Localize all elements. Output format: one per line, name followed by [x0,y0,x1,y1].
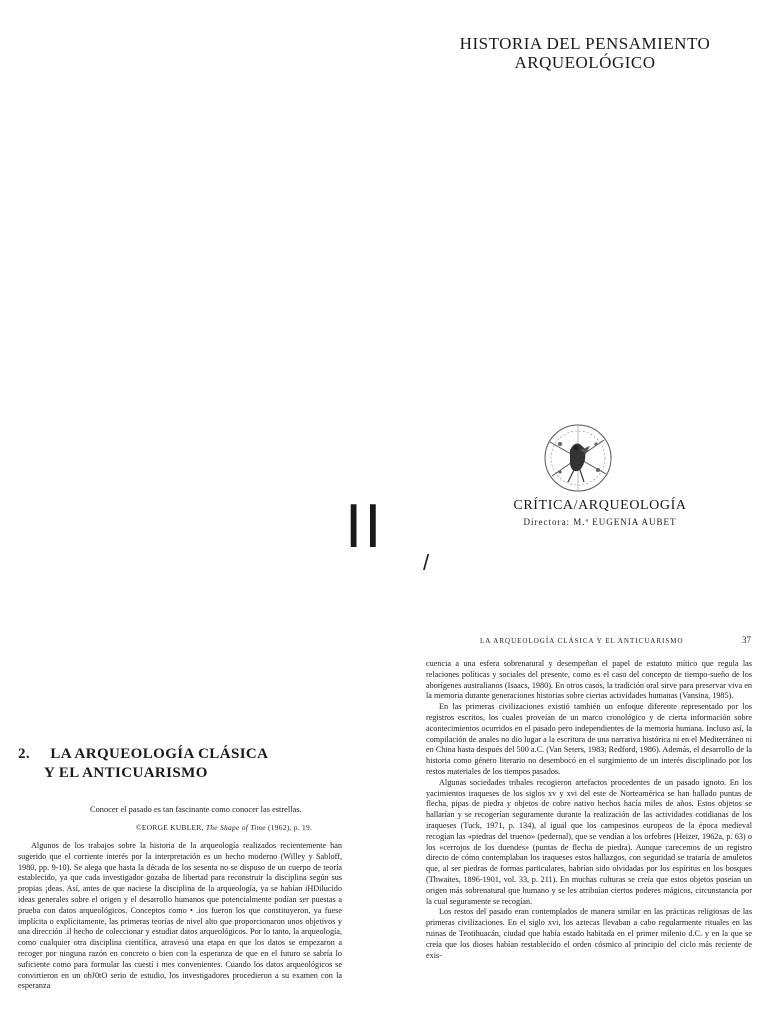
epigraph-source [136,823,312,832]
right-paragraph-2: En las primeras civilizaciones existió también un enfoque diferente representado por los registros escritos, los cuales proveían de un marco cronológico y de cierta información sobre acontecimientos ocurridos en el pasado pero independientes de la memoria humana. Incluso así, la compilación de anales no dio lugar a la escritura de una narrativa histórica ni en el Mediterráneo ni en China hasta después del 500 a.C. (Van Seters, 1983; Redford, 1986). Además, el desarrollo de la historia como género literario no desembocó en el surgimiento de un interés disciplinado por los restos materiales de los tiempos pasados. [426,702,752,776]
right-paragraph-3: Algunas sociedades tribales recogieron artefactos procedentes de un pasado ignoto. En los yacimientos iraqueses de los siglos xv y xvi del este de Norteamérica se han hallado puntas de flecha, pipas de piedra y objetos de cobre nativo hechos hacía miles de años. Estos objetos se hallarían y se recogerían seguramente durante la realización de las actividades cotidianas de los iraqueses (Tuck, 1971, p. 134), al igual que los campesinos europeos de la época medieval recogían las «piedras del trueno» (pedernal), que se vendían a los orfebres (Heizer, 1962a, p. 63) o los «cerrojos de los duendes» (puntas de flecha de piedra). Aunque carecemos de un registro directo de cómo contemplaban los iraqueses estos hallazgos, con seguridad se trataría de amuletos que, al ser piedras de formas particulares, habrían sido olvidadas por los espíritus en los bosques (Thwaites, 1896-1901, vol. 33, p. 211). En muchas culturas se creía que estos objetos poseían un origen más sobrenatural que humano y se les atribuían ciertos poderes mágicos, circunstancia por la cual seguramente se recogían. [426,777,752,906]
left-text-column [18,841,342,992]
chapter-number: 2. [18,746,31,762]
chapter-heading [18,745,348,783]
epigraph-work: The Shape of Time [205,823,266,832]
right-text-column [426,659,752,961]
running-head: LA ARQUEOLOGÍA CLÁSICA Y EL ANTICUARISMO [480,637,684,645]
left-paragraph-1: Algunos de los trabajos sobre la historia de la arqueología realizados recientemente han sugerido que el corriente interés por la interpretación es un hecho moderno (Willey y Sabloff, 1980, pp. 9-10). Se alega que hasta la década de los sesenta no se dispuso de un cuerpo de teoría establecido, ya que cada investigador gozaba de libertad para reconstruir la disciplina según sus propias ¡deas. Así, antes de que naciese la disciplina de la arqueología, ya se habían iHDilucido ideas generales sobre el origen y el desarrollo humanos que potencialmente podían ser puestas a prueba con datos arqueológicos. Conceptos como • .ios fueron los que constituyeron, ya fuese implícita o explícitamente, las primeras teorías de nivel alto que proporcionaron unos objetivos y una dirección .il hecho de coleccionar y estudiar datos arqueológicos. Por lo tanto, la arqueología, como cualquier otra disciplina científica, atravesó una etapa en que los datos se empezaron a recoger por ninguna razón en concreto o bien con la esperanza de que en el futuro se sabría lo suficiente como para formular las cuestí i mes convenientes. Cuando los datos arqueológicos se convirtieron en un obJ0tO serio de estudio, los investigadores procedieron a su examen con la esperanza [18,841,342,991]
right-paragraph-1: cuencia a una esfera sobrenatural y desempeñan el papel de estatuto mítico que regula las relaciones políticas y sociales del presente, como es el caso del concepto de tiempo-sueño de los aborígenes australianos (Isaacs, 1980). En otros casos, la tradición oral sirve para preservar viva en la memoria durante generaciones historias sobre ciertas actividades humanas (Vansina, 1985). [426,659,752,701]
book-title [400,34,768,72]
epigraph-quote: Conocer el pasado es tan fascinante como conocer las estrellas. [90,805,302,814]
series-emblem-icon [540,420,616,496]
slash-mark: / [423,550,430,575]
chapter-title-line1: LA ARQUEOLOGÍA CLÁSICA [50,746,269,762]
book-title-line1: HISTORIA DEL PENSAMIENTO [459,34,711,53]
series-title: CRÍTICA/ARQUEOLOGÍA [513,498,687,513]
bars-mark: II [345,492,384,561]
book-title-line2: ARQUEOLÓGICO [514,53,656,72]
epigraph-author: ©EORGE KUBLER, [136,823,204,832]
series-director: Directora: M.ª EUGENIA AUBET [523,517,677,527]
chapter-title-line2: Y EL ANTICUARISMO [44,765,208,781]
right-paragraph-4: Los restos del pasado eran contemplados de manera similar en las prácticas religiosas de las primeras civilizaciones. En el siglo xvi, los aztecas llevaban a cabo regularmente rituales en las ruinas de Teotihuacán, ciudad que había estado habitada en el primer milenio d.C. y en la que se creía que los dioses habían restablecido el orden cósmico al principio del ciclo más reciente de exis- [426,907,752,960]
page-number: 37 [742,635,751,645]
epigraph-detail: (1962), p. 19. [267,823,313,832]
